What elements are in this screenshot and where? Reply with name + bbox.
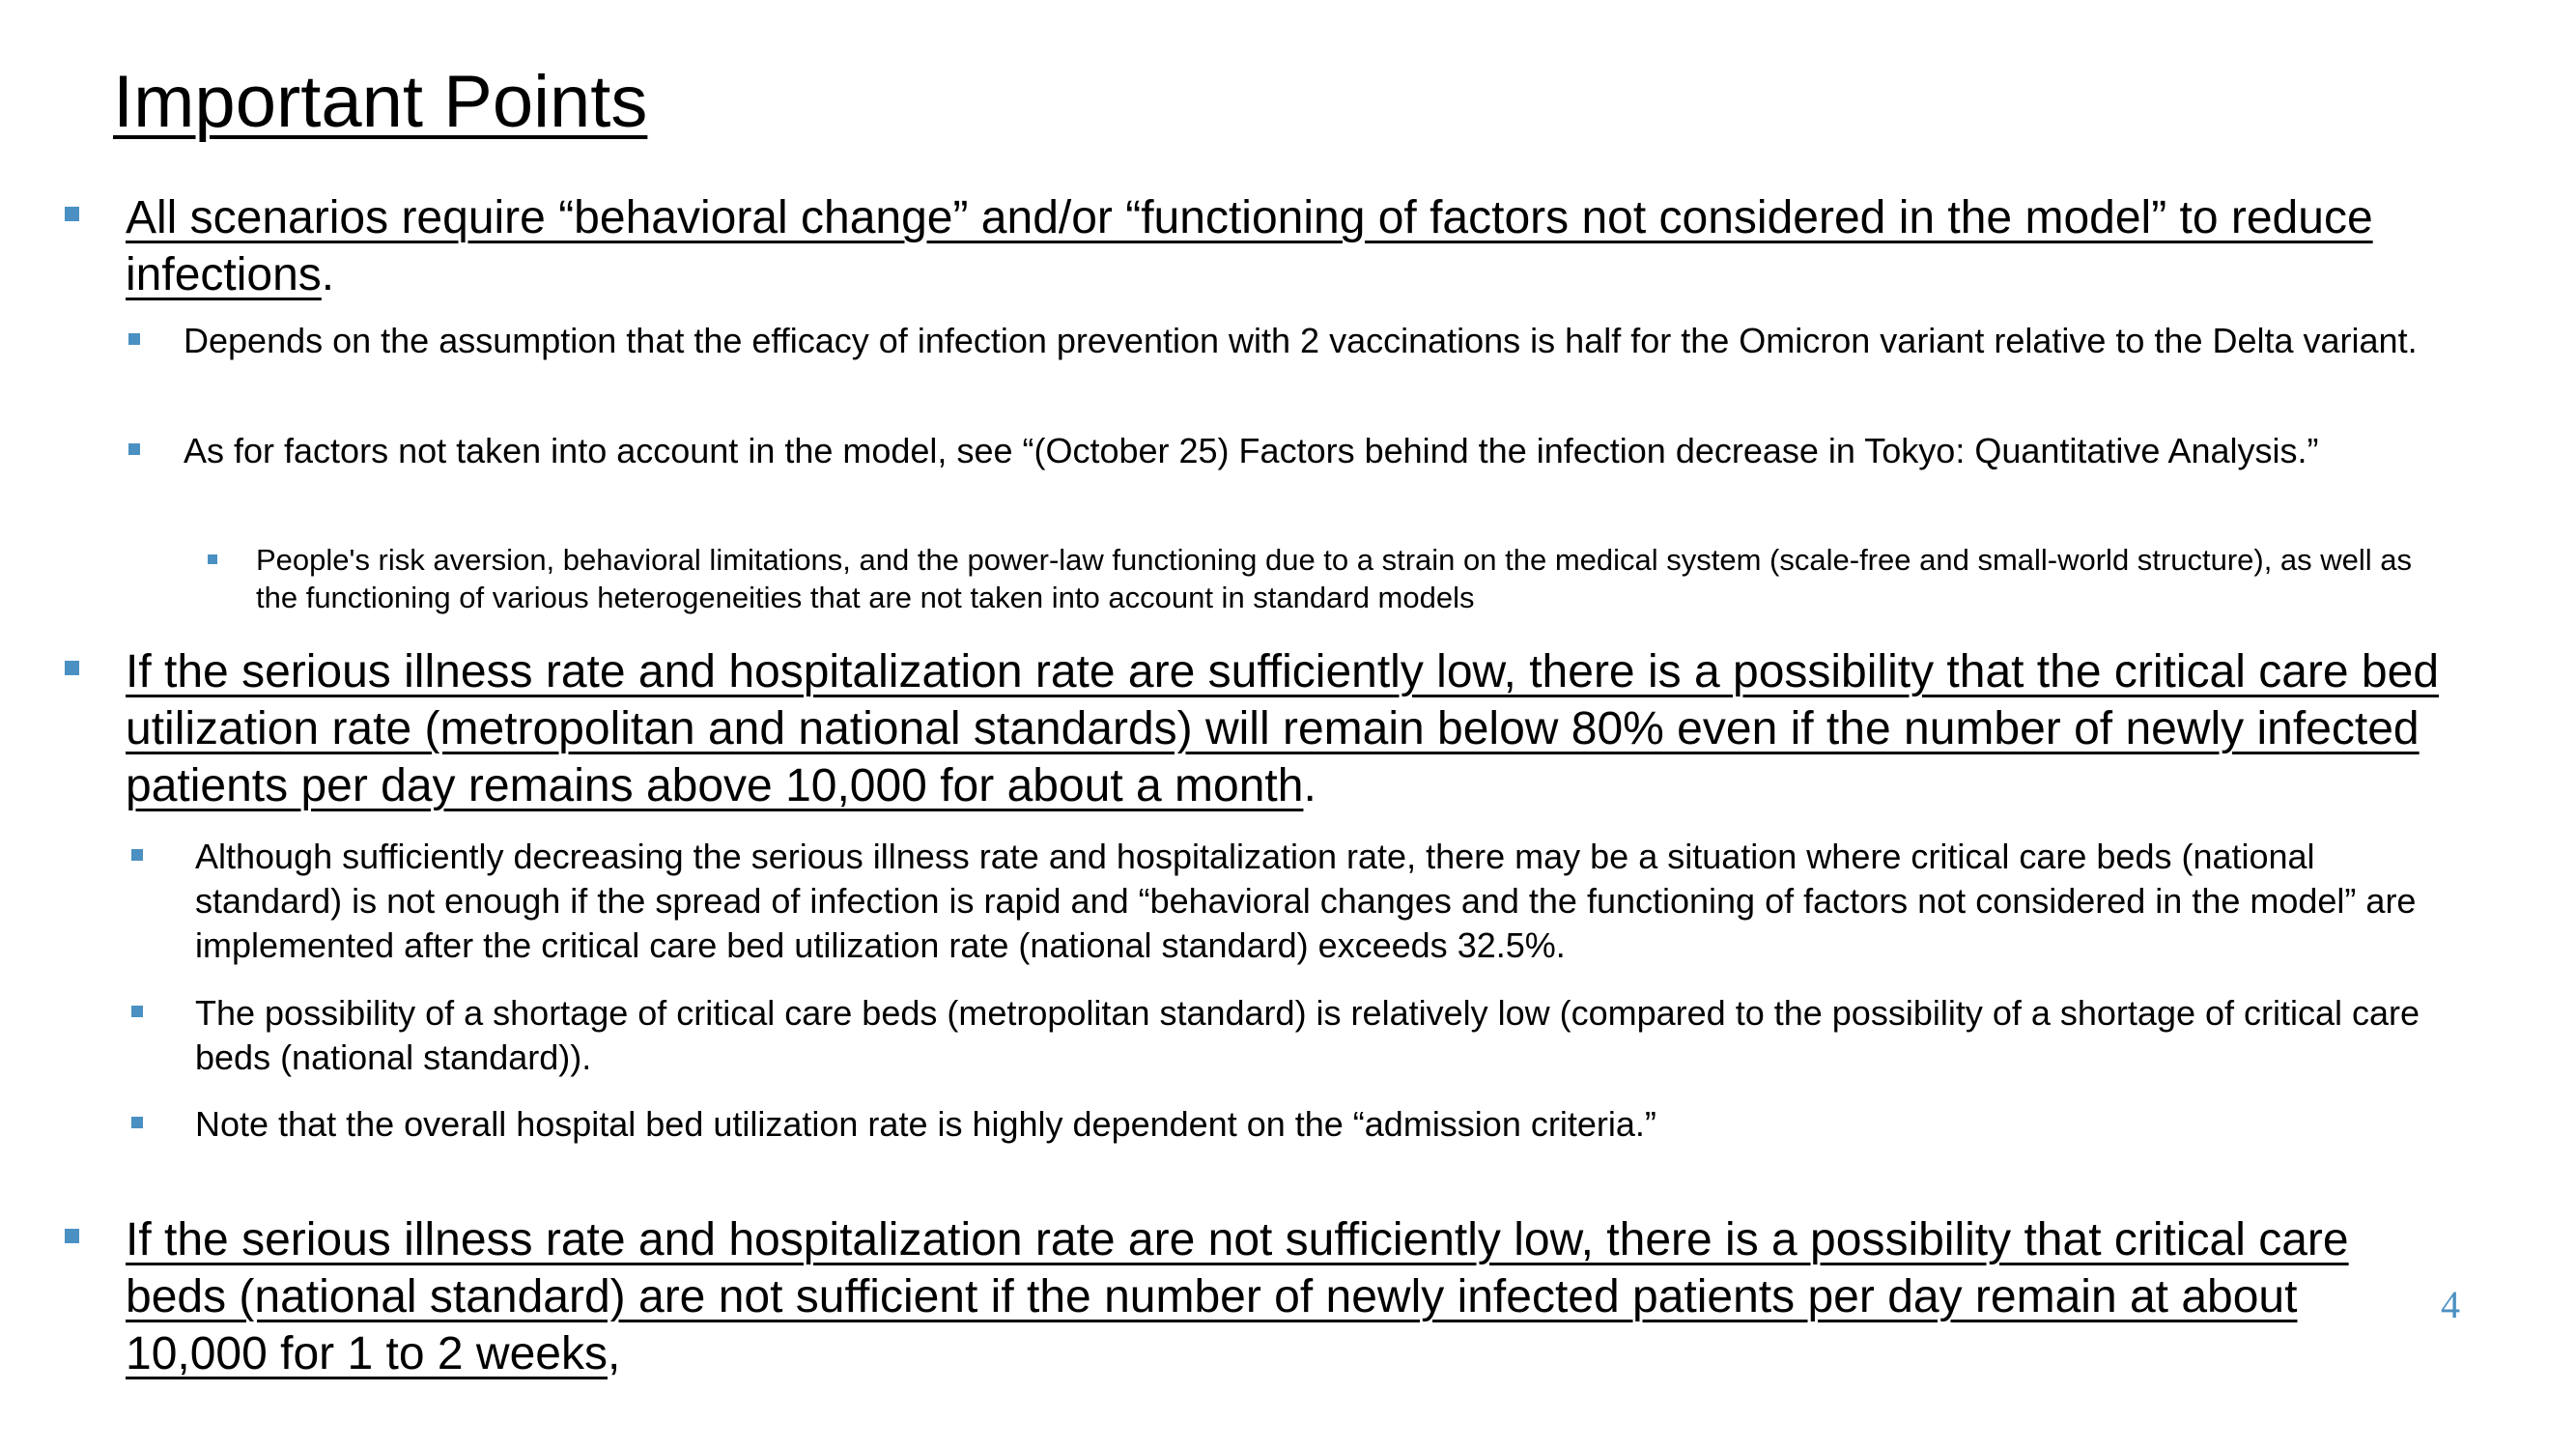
bullet-square-icon [65,1229,79,1243]
bullet-square-icon [208,554,217,564]
bullet-square-icon [65,661,79,675]
point-1 [126,189,2444,305]
point-3 [126,1211,2415,1383]
page-number: 4 [2441,1283,2460,1326]
point-1-text [126,189,2444,303]
point-2-tail: . [1303,760,1316,811]
point-3-tail: , [607,1328,621,1379]
point-2-sub-1-text: Although sufficiently decreasing the serious illness rate and hospitalization rate, there may be a situation where critical care beds (national standard) is not enough if the spread of infection is rapid and “behavioral changes and the functioning of factors not considered in the model” are implemented after the critical care bed utilization rate (national standard) exceeds 32.5%. [195,837,2417,965]
bullet-square-icon [131,1006,143,1017]
point-1-sub-2-text: As for factors not taken into account in the model, see “(October 25) Factors behind the infection decrease in Tokyo: Quantitative Analysis.” [184,431,2319,470]
point-2-text [126,643,2444,814]
point-1-sub-2 [184,429,2434,518]
point-3-underlined: If the serious illness rate and hospitalization rate are not sufficiently low, there is a possibility that critical care beds (national standard) are not sufficient if the number of newly infected patients per day remain at about 10,000 for 1 to 2 weeks [126,1214,2349,1379]
bullet-square-icon [128,333,140,345]
bullet-square-icon [131,1117,143,1128]
point-3-text [126,1211,2415,1382]
bullet-square-icon [128,443,140,455]
point-1-tail: . [321,249,335,300]
point-2-underlined: If the serious illness rate and hospitalization rate are sufficiently low, there is a possibility that the critical care bed utilization rate (metropolitan and national standards) will remain below 80% even if the number of newly infected patients per day remains above 10,000 for about a month [126,646,2440,811]
bullet-square-icon [65,207,79,221]
point-2-sub-2 [195,991,2446,1080]
point-2-sub-2-text: The possibility of a shortage of critical care beds (metropolitan standard) is relatively low (compared to the possibility of a shortage of critical care beds (national standard)). [195,993,2420,1077]
point-1-sub-1 [184,319,2434,408]
slide-title: Important Points [113,61,648,143]
point-2-sub-3-text: Note that the overall hospital bed utilization rate is highly dependent on the “admission criteria.” [195,1104,1656,1144]
point-2-sub-3 [195,1102,2446,1147]
point-1-subsub-1-text: People's risk aversion, behavioral limitations, and the power-law functioning due to a strain on the medical system (scale-free and small-world structure), as well as the functioning of various heterogeneities that are not taken into account in standard models [256,543,2413,614]
point-1-subsub-1 [256,541,2449,616]
point-2-sub-1 [195,835,2446,968]
point-1-sub-1-text: Depends on the assumption that the efficacy of infection prevention with 2 vaccinations is half for the Omicron variant relative to the Delta variant. [184,321,2418,360]
point-2 [126,643,2444,815]
point-1-underlined: All scenarios require “behavioral change” and/or “functioning of factors not considered in the model” to reduce infections [126,192,2373,300]
bullet-square-icon [131,849,143,861]
